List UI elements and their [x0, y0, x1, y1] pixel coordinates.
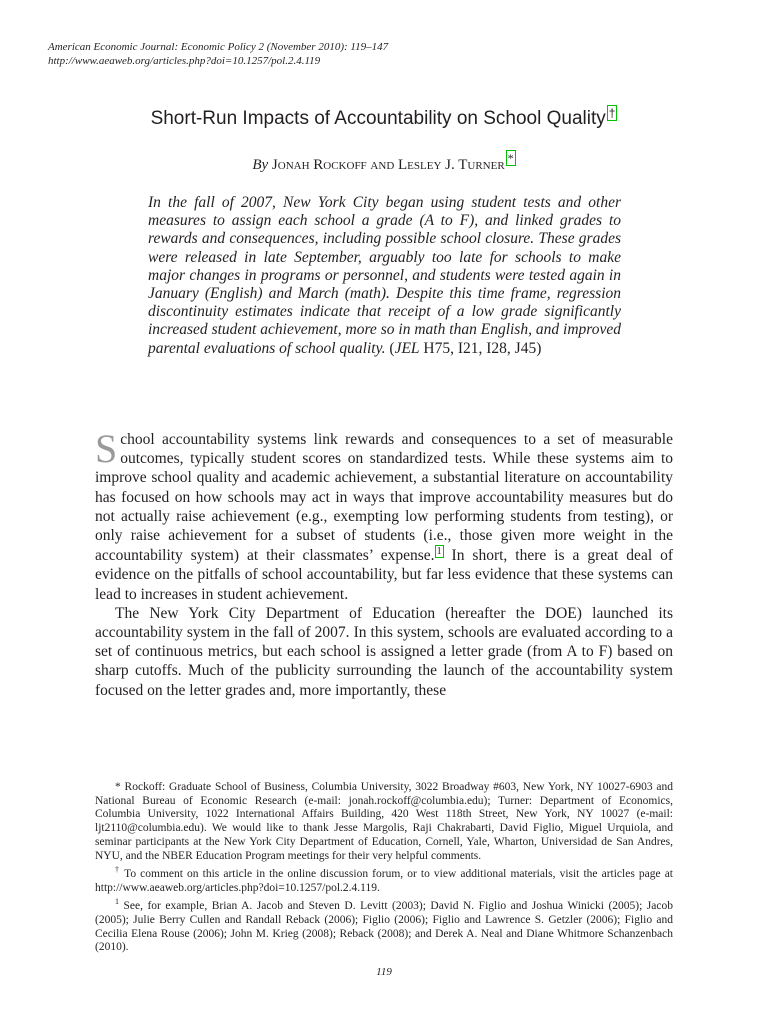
byline-by: By [252, 157, 269, 173]
journal-citation: American Economic Journal: Economic Policy 2 (November 2010): 119–147 [48, 41, 389, 53]
footnote-1-mark: 1 [115, 897, 119, 907]
article-url[interactable]: http://www.aeaweb.org/articles.php?doi=10.1257/pol.2.4.119 [48, 55, 321, 67]
jel-label: JEL [394, 339, 420, 357]
footnote-1-link[interactable]: 1 [436, 546, 442, 558]
paragraph-1 [95, 426, 674, 604]
article-title-text: Short-Run Impacts of Accountability on School Quality [150, 108, 606, 129]
author-footnote-link[interactable]: * [507, 151, 514, 165]
footnote-dagger [95, 863, 673, 895]
jel-codes: H75, I21, I28, J45 [423, 339, 537, 357]
abstract: In the fall of 2007, New York City began using student tests and other measures to assign each school a grade (A to F), and linked grades to rewards and consequences, including possible school closure. These grades were released in late September, arguably too late for schools to make major changes in programs or personnel, and students were tested again in January (English) and March (math). Despite this time frame, regression discontinuity estimates indicate that receipt of a low grade significantly increased student achievement, more so in math than English, and improved parental evaluations of school quality. (JEL H75, I21, I28, J45) [148, 194, 621, 357]
footnote-1 [95, 895, 673, 955]
body-text [95, 426, 674, 700]
drop-cap: S [95, 426, 118, 471]
footnote-author: * Rockoff: Graduate School of Business, Columbia University, 3022 Broadway #603, New York, NY 10027-6903 and National Bureau of Economic Research (e-mail: jonah.rockoff@columbia.edu); Turner: Department of Economics, Columbia University, 1022 International Affairs Building, 420 West 118th Street, New York, NY 10027 (e-mail: ljt2110@columbia.edu). We would like to thank Jesse Margolis, Raji Chakrabarti, David Figlio, Miguel Urquiola, and seminar participants at the New York City Department of Education, Cornell, Yale, Wharton, Universidad de San Andres, NYU, and the NBER Education Program meetings for their very helpful comments. [95, 781, 673, 862]
paragraph-2: The New York City Department of Education (hereafter the DOE) launched its accountability system in the fall of 2007. In this system, schools are evaluated according to a set of continuous metrics, but each school is assigned a letter grade (from A to F) based on sharp cutoffs. Much of the publicity surrounding the launch of the accountability system focused on the letter grades and, more importantly, these [95, 604, 673, 699]
author-names: Jonah Rockoff and Lesley J. Turner [271, 157, 505, 173]
page-number: 119 [376, 966, 392, 978]
abstract-text: In the fall of 2007, New York City began using student tests and other measures to assign each school a grade (A to F), and linked grades to rewards and consequences, including possible school closure. These grades were released in late September, arguably too late for schools to make major changes in programs or personnel, and students were tested again in January (English) and March (math). Despite this time frame, regression discontinuity estimates indicate that receipt of a low grade significantly increased student achievement, more so in math than English, and improved parental evaluations of school quality. [148, 194, 621, 357]
footnote-dagger-text: To comment on this article in the online discussion forum, or to view additional materials, visit the articles page at http://www.aeaweb.org/articles.php?doi=10.1257/pol.2.4.119. [95, 868, 673, 894]
paragraph-1-text-a: chool accountability systems link rewards and consequences to a set of measurable outcomes, typically student scores on standardized tests. While these systems aim to improve school quality and academic achievement, a substantial literature on accountability has focused on how schools may act in ways that improve accountability measures but do not actually raise achievement (e.g., exempting low performing students from testing), or only raise achievement for a subset of students (i.e., those given more weight in the accountability system) at their classmates’ expense. [95, 431, 673, 565]
paragraph-1-text-b: In short, there is a great deal of evidence on the pitfalls of school accountability, but far less evidence that these systems can lead to increases in student achievement. [95, 547, 674, 603]
footnote-1-text: See, for example, Brian A. Jacob and Steven D. Levitt (2003); David N. Figlio and Joshua Winicki (2005); Jacob (2005); Julie Berry Cullen and Randall Reback (2006); Figlio (2006); Figlio and Lawrence S. Getzler (2006); Figlio and Cecilia Elena Rouse (2006); John M. Krieg (2008); Reback (2008); and Derek A. Neal and Diane Whitmore Schanzenbach (2010). [95, 900, 673, 954]
footnote-dagger-mark: † [115, 865, 121, 875]
article-title [0, 105, 768, 132]
journal-header [48, 40, 388, 68]
author-byline [0, 150, 768, 175]
footnotes [95, 781, 673, 955]
title-footnote-link[interactable]: † [608, 106, 616, 120]
